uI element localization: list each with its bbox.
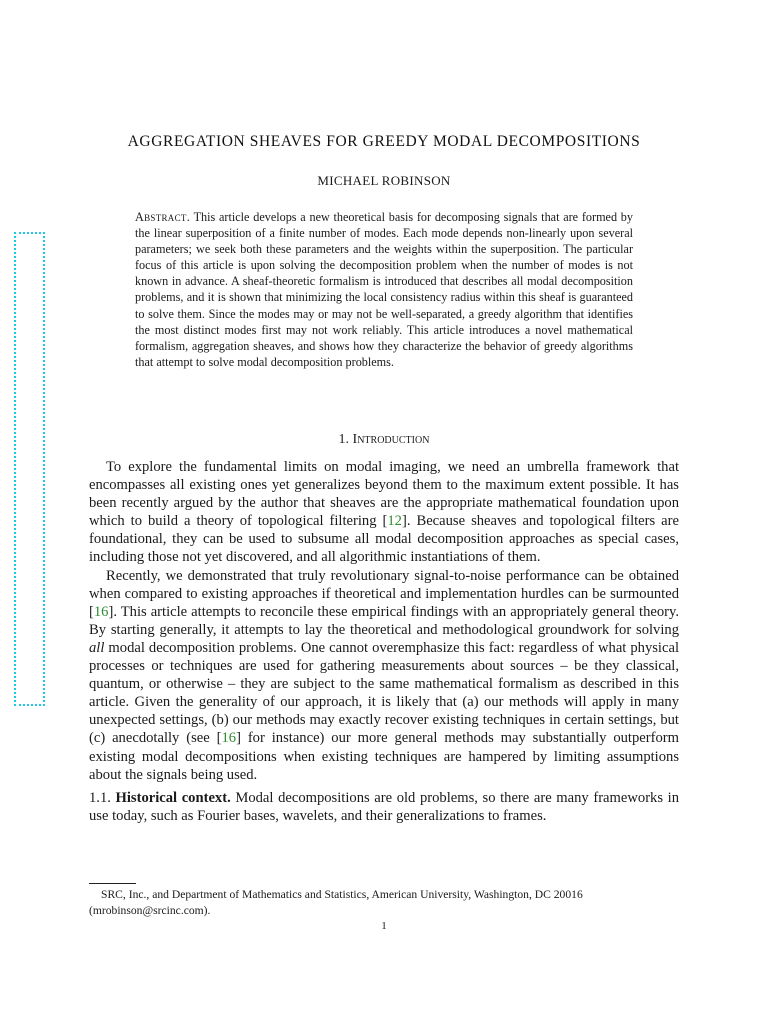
citation-link[interactable]: 16 [221,730,237,747]
paper-title: AGGREGATION SHEAVES FOR GREEDY MODAL DECOMPOSITIONS [127,133,641,150]
paragraph-2-text-d: ] for instance) our more general methods may substantially outperform existing modal decompositions when existing techniques are hampered by limiting assumptions about the signals being used. [89,730,679,783]
section-title: Introduction [352,432,430,447]
abstract-label: Abstract. [135,210,191,224]
paragraph-1-text-b: ]. Because sheaves and topological filters are foundational, they can be used to subsume all modal decomposition approaches as special cases, including those not yet discovered, and all algorithmic instantiations of them. [89,513,679,566]
arxiv-stamp-box [14,232,45,706]
paragraph-2-text-a: Recently, we demonstrated that truly revolutionary signal-to-noise performance can be obtained when compared to existing approaches if theoretical and implementation hurdles can be surmounted [ [89,567,679,620]
paragraph-2-text-b: ]. This article attempts to reconcile these empirical findings with an appropriately general theory. By starting generally, it attempts to lay the theoretical and methodological groundwork for solving [89,603,679,638]
citation-link[interactable]: 16 [93,603,109,620]
subsection-number: 1.1. [89,789,111,806]
page-number: 1 [381,920,387,932]
abstract-text: This article develops a new theoretical basis for decomposing signals that are formed by the linear superposition of a finite number of modes. Each mode depends non-linearly upon several parameters; we seek both these parameters and the weights within the superposition. The particular focus of this article is upon solving the decomposition problem when the number of modes is not known in advance. A sheaf-theoretic formalism is introduced that describes all modal decomposition problems, and it is shown that minimizing the local consistency radius within this sheaf is guaranteed to solve them. Since the modes may or may not be well-separated, a greedy algorithm that identifies the most distinct modes first may not work reliably. This article introduces a novel mathematical formalism, aggregation sheaves, and shows how they characterize the behavior of greedy algorithms that attempt to solve modal decomposition problems. [135,210,633,369]
subsection-paragraph [89,789,679,825]
footnote: SRC, Inc., and Department of Mathematics and Statistics, American University, Washington, DC 20016 (mrobinson@srcinc.com). [89,888,583,917]
abstract [135,209,633,370]
paragraph-1-text-a: To explore the fundamental limits on modal imaging, we need an umbrella framework that encompasses all existing ones yet generalizes beyond them to the maximum extent possible. It has been recently argued by the author that sheaves are the appropriate mathematical foundation upon which to build a theory of topological filtering [ [89,459,679,530]
paragraph-2 [89,567,679,784]
footnote-rule [89,883,136,884]
paper-author: MICHAEL ROBINSON [317,173,451,188]
subsection-title: Historical context. [115,789,231,806]
citation-link[interactable]: 12 [387,513,402,530]
paragraph-2-text-c: modal decomposition problems. One cannot overemphasize this fact: regardless of what physical processes or techniques are used for gathering measurements about sources – be they classical, quantum, or otherwise – they are subject to the same mathematical formalism as described in this article. Given the generality of our approach, it is likely that (a) our methods will apply in many unexpected settings, (b) our methods may exactly recover existing techniques in certain settings, but (c) anecdotally (see [ [89,639,679,747]
body-text [89,458,679,825]
subsection-text: Modal decompositions are old problems, so there are many frameworks in use today, such as Fourier bases, wavelets, and their generalizations to frames. [89,789,679,824]
section-heading [89,432,679,448]
emphasis-text: all [89,639,105,656]
paragraph-1 [89,458,679,567]
section-number: 1. [338,432,350,447]
